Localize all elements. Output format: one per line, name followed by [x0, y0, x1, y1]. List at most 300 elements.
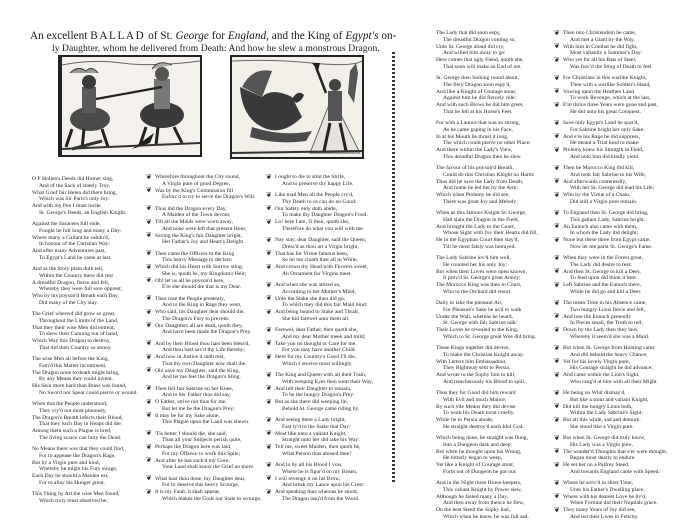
verse-line: For to appease the Dragon's Rage, — [39, 452, 116, 459]
verse-line: The which could pierce no other Place: — [443, 140, 531, 147]
verse-line: Her Father's Joy and Heart's Delight. — [162, 239, 245, 246]
verse-line: St. George with fair Sabrine talk: — [443, 320, 518, 327]
verse-line: But as she there did weeping lie, — [275, 399, 348, 405]
verse-line: Which truly must observed be; — [39, 497, 108, 504]
verse-line: What hast thou done, my Daughter dear, — [155, 475, 246, 482]
verse-line: And afterwards contentedly, — [563, 178, 627, 185]
ballad-column-3 — [275, 174, 373, 507]
fleuron-ornament-icon: ❦ — [146, 217, 152, 226]
verse-line: Which being done, he straight was flung, — [436, 435, 528, 441]
verse-line: And like a Knight of Courage stout, — [436, 88, 517, 95]
fleuron-ornament-icon: ❦ — [266, 474, 272, 482]
verse-line: Which was Sir Paris's only Joy: — [39, 196, 110, 203]
verse-line: According to her Mother's Mind, — [282, 288, 356, 295]
verse-line: This valiant Knight by Power slew, — [443, 486, 522, 493]
fleuron-ornament-icon: ❦ — [146, 411, 152, 419]
verse-line: For Pleasure's Sake he us'd to walk — [443, 306, 522, 313]
verse-line: Could do this Christian Knight no Harm: — [443, 171, 535, 178]
stanza — [563, 75, 667, 116]
fleuron-ornament-icon: ❦ — [266, 262, 272, 271]
verse-line: The Grief whereof did grow so great, — [32, 311, 116, 317]
verse-line: He bitterly began to weep, — [443, 455, 503, 462]
fleuron-ornament-icon: ❦ — [146, 276, 152, 284]
stanza — [32, 311, 138, 352]
verse-line: Yet for his lovely Virgin pure, — [563, 358, 630, 365]
verse-line: It may be for my Sake alone, — [155, 412, 220, 419]
verse-line: Farewel, dear Father, then quoth she, — [275, 327, 358, 333]
verse-line: Thus they for Good did him reward — [436, 390, 516, 396]
fleuron-ornament-icon: ❦ — [146, 231, 152, 239]
fleuron-ornament-icon: ❦ — [146, 294, 152, 302]
verse-line: Which to St. George great Woe did bring. — [443, 333, 537, 340]
fleuron-ornament-icon: ❦ — [554, 357, 560, 365]
verse-line: Fought he full long and many a Day: — [39, 227, 122, 234]
verse-line: Throughout the Limits of the Land, — [39, 317, 119, 324]
fleuron-ornament-icon: ❦ — [266, 339, 272, 347]
verse-line: And took fair Sabrine to his Wife, — [570, 171, 646, 178]
fleuron-ornament-icon: ❦ — [554, 132, 560, 140]
verse-line: When as this famous Knight St. George, — [436, 210, 527, 216]
stanza — [32, 266, 138, 307]
verse-line: The Dragon none to death might bring, — [32, 369, 120, 376]
verse-line: Their Loves he revealed to the King, — [436, 327, 519, 333]
verse-line: He meant a Trial kind to make: — [570, 140, 640, 147]
stanza — [563, 30, 667, 71]
fleuron-ornament-icon: ❦ — [266, 397, 272, 406]
verse-line: And being bound to Stake and Thrall, — [275, 309, 360, 315]
verse-line: Your Land shall know the Grief no more. — [162, 464, 255, 471]
ballad-title — [30, 30, 400, 55]
verse-line: The Lady did desire to rest; — [570, 261, 632, 268]
verse-line: The Dragon's Fury to prevent. — [162, 315, 230, 322]
verse-line: And towards England came with Speed; — [570, 468, 660, 475]
verse-line: And tore the Eunuch presently — [563, 313, 632, 320]
verse-line: And met a Giant by the Way, — [570, 36, 635, 43]
stanza — [436, 120, 538, 161]
fleuron-ornament-icon: ❦ — [554, 235, 560, 244]
verse-line: Ptolemy knew his Strength in Field, — [563, 147, 644, 153]
verse-line: Thus did he save the Lady from Death, — [436, 178, 524, 185]
verse-line: Then with a warlike Soldier's Hand, — [570, 81, 651, 88]
verse-line: Into a Dungeon dark and deep: — [443, 441, 513, 448]
verse-line: But all this while, sad and demure, — [563, 417, 641, 423]
fleuron-ornament-icon: ❦ — [266, 352, 272, 361]
verse-line: By any Means they could invent. — [39, 376, 113, 383]
fleuron-ornament-icon: ❦ — [266, 487, 272, 496]
verse-line: Which makes the Gods our State to scourge, — [162, 495, 262, 502]
stanza — [436, 165, 538, 206]
fleuron-ornament-icon: ❦ — [554, 145, 560, 154]
fleuron-ornament-icon: ❦ — [554, 325, 560, 334]
verse-line: Which Way this Dragon to destroy, — [32, 338, 111, 344]
verse-line: Yet like a Knight of Courage stout, — [436, 462, 515, 468]
verse-line: But when St. George did truly know, — [563, 435, 646, 441]
verse-line: They cry'd out most piteously, — [39, 407, 107, 414]
verse-line: Did kill the hungry Lions both, — [563, 403, 633, 410]
verse-line: And e're his Rage he did suppress, — [563, 133, 640, 140]
fleuron-ornament-icon: ❦ — [146, 352, 152, 361]
fleuron-ornament-icon: ❦ — [554, 163, 560, 172]
verse-line: Tell me, sweet Maiden, then quoth he, — [275, 444, 361, 450]
fleuron-ornament-icon: ❦ — [554, 28, 560, 37]
verse-line: But when St. George from Hunting came — [563, 345, 656, 351]
verse-line: Most like unto a valiant Knight, — [275, 430, 347, 437]
verse-line: Although he fasted many a Day, — [436, 493, 509, 500]
verse-line: Which I receive most willingly. — [282, 360, 353, 367]
verse-line: And let me feel the Dragon's Sting. — [162, 374, 241, 381]
verse-line: Within the Lady Sabrine's Sight: — [570, 410, 643, 417]
stanza — [436, 210, 538, 251]
fleuron-ornament-icon: ❦ — [554, 55, 560, 64]
verse-line: Who to the Orchard did resort. — [443, 288, 512, 295]
verse-line: For Sabrine bright her only Sake: — [570, 126, 645, 133]
verse-line: And lo by all his Blood I vow, — [275, 462, 343, 468]
fleuron-ornament-icon: ❦ — [146, 204, 152, 212]
verse-line: E're thrice three Years were gone and past, — [563, 102, 658, 108]
verse-line: And did behold the heavy Chance, — [570, 351, 648, 358]
verse-line: It is my Fault, it shall appear, — [155, 489, 221, 495]
fleuron-ornament-icon: ❦ — [146, 366, 152, 374]
verse-line: That soon will make an End of me. — [443, 63, 522, 70]
verse-line: The fiery Dragon soon espy'd, — [443, 81, 511, 88]
verse-line: A dreadful Dragon, fierce and fell, — [32, 279, 110, 286]
verse-line: He set her on a Palfrey Steed, — [563, 462, 630, 468]
verse-line: Then fell fair Sabrine on her Knee, — [155, 385, 234, 392]
verse-line: And as the Story plain doth tell, — [32, 266, 104, 272]
verse-line: He counted her his only Joy; — [443, 261, 508, 268]
stanza — [155, 174, 261, 201]
verse-line: The Lady Sabrine lov'd him well, — [436, 255, 511, 261]
verse-line: And break my Lance upon his Crest: — [282, 482, 365, 489]
title-line-2: ly Daughter, whom he delivered from Death: And how he slew a monstrous Dragon. — [52, 43, 380, 54]
fleuron-ornament-icon: ❦ — [554, 267, 560, 275]
verse-line: Where with his dearest Love he liv'd, — [563, 493, 647, 500]
verse-line: Whereby it seem'd she was a Maid. — [570, 333, 650, 340]
verse-line: They many Years of Joy did see, — [563, 507, 636, 513]
verse-line: And there within the Lady's View, — [436, 147, 513, 153]
verse-line: Each Day he should a Maiden eat, — [32, 473, 109, 479]
stanza — [275, 174, 373, 188]
decorative-chain-border — [392, 52, 395, 482]
verse-line: To be the hungry Dragon's Prey: — [282, 392, 355, 399]
verse-line: And willed him away to go: — [443, 50, 506, 57]
fleuron-ornament-icon: ❦ — [554, 73, 560, 82]
verse-line: Unto his Father's Dwelling place, — [570, 486, 645, 493]
ballad-column-2 — [155, 174, 261, 507]
fleuron-ornament-icon: ❦ — [146, 384, 152, 392]
jousting-knights-woodcut-part — [60, 55, 202, 157]
verse-line: What Grief fair Helen did them bring, — [32, 189, 117, 196]
verse-line: Wherefore throughout the City round, — [155, 174, 240, 180]
verse-line: Within the Country there did rest — [39, 272, 113, 279]
stanza — [155, 206, 261, 247]
fleuron-ornament-icon: ❦ — [266, 204, 272, 212]
verse-line: Than all your Subjects perish quite, — [162, 437, 242, 444]
verse-line: When this the People understood, — [32, 401, 108, 407]
stanza — [563, 210, 667, 251]
verse-line: And to her Father thus did say, — [162, 392, 231, 399]
verse-line: And crown thy Head with Flowers sweet, — [275, 264, 369, 270]
verse-line: Had slain the Dragon in the Field, — [443, 216, 519, 223]
fleuron-ornament-icon: ❦ — [554, 118, 560, 127]
verse-line: The wise Men all before the King, — [32, 356, 109, 362]
verse-line: Two hungry Lions fierce and fell, — [570, 306, 646, 313]
verse-line: On the best Steed the Sophy had, — [436, 507, 511, 513]
fleuron-ornament-icon: ❦ — [266, 235, 272, 244]
verse-line: Lo! here I am, O then, quoth she, — [275, 219, 350, 225]
verse-line: The Morocco King was then in Court, — [436, 282, 522, 288]
fleuron-ornament-icon: ❦ — [146, 172, 152, 181]
verse-line: Fast ty'd to the Stake that Day: — [282, 423, 351, 430]
verse-line: By such vile Means they did devise — [436, 403, 516, 410]
stanza — [563, 255, 667, 296]
verse-line: Whereby they were full sore opprest; — [39, 286, 123, 293]
stanza — [155, 386, 261, 427]
verse-line: This Thing by Art the wise Men found, — [32, 491, 120, 497]
verse-line: For to allay his Hunger great. — [39, 479, 105, 486]
verse-line: No Sword nor Spear could pierce or wound. — [39, 389, 138, 396]
verse-line: Forth out of Dungeon he got out. — [443, 468, 517, 475]
verse-line: Then he Morocco King did kill, — [563, 165, 635, 171]
verse-line: But by a Virgin pure and kind, — [32, 459, 100, 466]
verse-line: In whom the Lady did delight; — [570, 230, 639, 237]
verse-line: She is, quoth he, my Kingdom's Heir; — [162, 270, 247, 277]
verse-line: His Skin more hard than Brass was found, — [32, 383, 127, 389]
verse-line: O F Hollen's Deeds did Homer sing, — [32, 176, 114, 182]
stanza — [32, 491, 138, 505]
verse-line: To which they did this fair Maid bind: — [282, 302, 368, 309]
verse-line: And brought the Lady to the Court, — [436, 223, 516, 230]
verse-line: Then came the Officers to the King — [155, 250, 235, 257]
verse-line: The Dragon issu'd from the Wood. — [282, 495, 360, 502]
verse-line: With Letters him Embassadour, — [436, 358, 507, 365]
verse-line: A Virgin pure of good Degree, — [162, 180, 231, 187]
verse-line: As he came gaping in his Face, — [443, 126, 513, 133]
fleuron-ornament-icon: ❦ — [554, 460, 560, 469]
ballad-column-4 — [436, 30, 538, 525]
stanza — [436, 300, 538, 341]
verse-line: In Pieces small, the Truth to tell; — [570, 320, 643, 327]
verse-line: She stood like a Virgin pure. — [570, 423, 634, 430]
stanza — [436, 480, 538, 521]
verse-line: Who said, his Daughter dear should die, — [155, 309, 245, 315]
stanza — [563, 390, 667, 431]
verse-line: And in the Night three Horse-keepers, — [436, 480, 522, 486]
verse-line: To England then St. George did bring, — [563, 210, 649, 216]
verse-line: The wonder'd Thoughts that e'er were thought, — [563, 448, 668, 455]
verse-line: None but these three from Egypt came, — [563, 237, 651, 243]
fleuron-ornament-icon: ❦ — [554, 280, 560, 289]
stanza — [436, 390, 538, 431]
verse-line: He straight destroy'd each Idol God. — [443, 423, 524, 430]
verse-line: Whose Sight with Joy their Hearts did fill, — [443, 230, 538, 237]
verse-line: And when she was attired so, — [275, 282, 341, 288]
fleuron-ornament-icon: ❦ — [146, 397, 152, 406]
verse-line: In honour of the Christian Way: — [39, 241, 111, 248]
verse-line: The favour of his poyson'd Breath, — [436, 165, 514, 171]
verse-line: Here for my Country's Good I'll die, — [275, 354, 357, 360]
verse-line: And by their Blood thou hast been bless'd, — [155, 340, 250, 347]
fleuron-ornament-icon: ❦ — [266, 325, 272, 334]
verse-line: And led their Lives in Felicity. — [570, 513, 639, 520]
verse-line: Which did his Heart with Sorrow sting, — [155, 264, 244, 270]
fleuron-ornament-icon: ❦ — [146, 321, 152, 329]
ballad-column-1 — [32, 176, 138, 509]
fleuron-ornament-icon: ❦ — [266, 217, 272, 226]
fleuron-ornament-icon: ❦ — [266, 307, 272, 316]
verse-line: But when he thought upon his Wrong, — [436, 448, 522, 455]
verse-line: I ought to die to stint the Strife, — [275, 174, 346, 180]
stanza — [563, 120, 667, 161]
verse-line: Perhaps the Dragon here was laid, — [155, 444, 232, 450]
verse-line: Where he arriv'd in short Time, — [563, 480, 633, 486]
fleuron-ornament-icon: ❦ — [554, 343, 560, 352]
st-george-slaying-dragon-woodcut — [230, 55, 364, 159]
verse-line: And speaking thus whereas he stood, — [275, 489, 358, 495]
verse-line: And home he led her by the Arm: — [443, 185, 519, 192]
verse-line: While he did go and kill a Deer. — [570, 288, 642, 295]
verse-line: Where he is figur'd on my Breast, — [282, 468, 358, 475]
verse-line: That did their Country so annoy. — [39, 344, 112, 351]
verse-line: With her St. George did lead his Life; — [570, 185, 655, 192]
verse-line: Oh! save my Daughter, said the King, — [155, 367, 240, 374]
verse-line: But when their Loves were open known, — [436, 268, 527, 275]
verse-line: His Courage straight he did advance; — [570, 365, 653, 372]
stanza — [275, 327, 373, 368]
verse-line: Here comes that ugly Fiend, quoth she, — [436, 57, 524, 63]
verse-line: Take you no thought or Care for me, — [275, 340, 357, 347]
verse-line: It prov'd St. George's great Annoy; — [443, 275, 521, 282]
fleuron-ornament-icon: ❦ — [266, 172, 272, 181]
verse-line: I will revenge it on his Brow, — [275, 475, 341, 482]
verse-line: Therefore do what you will with me. — [282, 225, 365, 232]
fleuron-ornament-icon: ❦ — [146, 262, 152, 271]
stanza — [563, 435, 667, 476]
verse-line: Thus did the Dragon every Day, — [155, 205, 227, 212]
verse-line: Now let me paint St. George's Fame. — [570, 243, 653, 250]
verse-line: Our Safety only doth abide, — [275, 205, 337, 212]
fleuron-ornament-icon: ❦ — [266, 280, 272, 289]
stanza — [275, 372, 373, 413]
verse-line: And to preserve thy happy Life. — [282, 180, 354, 187]
fleuron-ornament-icon: ❦ — [266, 370, 272, 379]
verse-line: This gallant Lady, Sabrine bright, — [570, 216, 646, 223]
stanza — [563, 165, 667, 206]
dragon-illustration-icon — [232, 57, 362, 157]
fleuron-ornament-icon: ❦ — [554, 433, 560, 442]
verse-line: 'Tis better I should die, she said, — [155, 430, 227, 437]
stanza — [275, 282, 373, 323]
verse-line: And after many Adventures past, — [32, 248, 106, 254]
verse-line: When they were in the Forest great, — [563, 255, 643, 261]
verse-line: With weeping Eyes then went their Way, — [282, 378, 373, 385]
verse-line: His Lady was a Virgin pure, — [570, 441, 633, 448]
fleuron-ornament-icon: ❦ — [554, 190, 560, 199]
verse-line: Like mad Men all the People cry'd, — [275, 192, 354, 198]
title-line-1: An excellent BALLAD of St. George for England, and the King of Egypt's on- — [30, 30, 397, 42]
verse-line: That he fell at his Horse's Feet. — [443, 108, 513, 115]
verse-line: Then rose the People presently, — [155, 295, 226, 302]
verse-line: And wrote to the Sophy him to kill, — [436, 372, 516, 378]
verse-line: And have been made the Dragon's Prey. — [162, 329, 252, 336]
verse-line: And unto him did kindly yield. — [570, 153, 640, 160]
verse-line: To make the Christian Knight away: — [443, 351, 525, 358]
verse-line: Which when he knew, he was full sad. — [443, 513, 529, 520]
verse-line: This dreadful Dragon then he slew. — [443, 153, 522, 160]
stanza — [32, 401, 138, 442]
verse-line: Against him he did fiercely ride; — [443, 95, 516, 102]
verse-line: And my dear Mother meek and mild; — [282, 333, 366, 340]
verse-line: That they their wise Men did entreat, — [32, 324, 115, 331]
stanza — [275, 192, 373, 233]
verse-line: What Person thus abused thee? — [282, 450, 352, 457]
stanza — [436, 75, 538, 116]
stanza — [436, 30, 538, 71]
verse-line: Among them such a Plague is bred, — [32, 428, 112, 434]
verse-line: So let me cloath thee all in White, — [282, 257, 359, 264]
fleuron-ornament-icon: ❦ — [146, 249, 152, 257]
fleuron-ornament-icon: ❦ — [554, 100, 560, 109]
fleuron-ornament-icon: ❦ — [146, 442, 152, 451]
verse-line: Under the Wall, whereas he heard, — [436, 313, 513, 320]
verse-line: And with such Blows he did him greet, — [436, 102, 524, 108]
verse-line: Who by his poyson'd Breath each Day, — [32, 293, 119, 299]
verse-line: He did unto his great Conquest. — [570, 108, 641, 115]
verse-line: Was by the King's Commission fill — [155, 187, 234, 194]
stanza — [32, 176, 138, 217]
verse-line: That thy own Daughter now shall die. — [162, 360, 247, 367]
verse-line: To feed upon did think it best. — [570, 275, 638, 282]
verse-line: Then into Christendom he came, — [563, 30, 637, 36]
verse-line: Who rang'd at him with all their Might. — [570, 378, 659, 385]
verse-line: Whereby he might his Fury swage, — [39, 466, 118, 473]
fleuron-ornament-icon: ❦ — [146, 186, 152, 194]
verse-line: To Egypt's Land he came at last. — [39, 254, 112, 261]
verse-line: While he to Persia abode, — [436, 417, 494, 423]
fleuron-ornament-icon: ❦ — [266, 249, 272, 257]
verse-line: Our Daughters all are dead, quoth they, — [155, 322, 243, 329]
verse-line: For to deserve this heavy Scourge, — [162, 482, 240, 489]
verse-line: Till all the Maids were worn away, — [155, 219, 233, 225]
fleuron-ornament-icon: ❦ — [554, 312, 560, 320]
stanza — [155, 341, 261, 382]
fleuron-ornament-icon: ❦ — [554, 478, 560, 487]
verse-line: And came within the Lion's Sight, — [563, 372, 640, 378]
fleuron-ornament-icon: ❦ — [146, 307, 152, 316]
verse-line: Save only Egypt's Land he spar'd, — [563, 120, 639, 126]
fleuron-ornament-icon: ❦ — [554, 42, 560, 50]
verse-line: Thy Death to us can do no Good: — [282, 198, 357, 205]
verse-line: She bid farewel unto them all. — [282, 315, 350, 322]
verse-line: The mean Time in his Absence came, — [563, 300, 647, 306]
verse-line: The living scarce can bury the Dead. — [39, 434, 122, 441]
fleuron-ornament-icon: ❦ — [266, 442, 272, 451]
stanza — [563, 300, 667, 341]
verse-line: And then St. George to kill a Deer, — [563, 268, 641, 275]
verse-line: Did many of the City slay. — [39, 299, 98, 306]
fleuron-ornament-icon: ❦ — [266, 294, 272, 302]
verse-line: And with my Pen I must recite — [32, 203, 101, 209]
verse-line: When Fortune did their Nuptials grace. — [570, 500, 658, 507]
verse-line: Daily to take the pleasant Air, — [436, 300, 503, 306]
verse-line: These Kings together did devise, — [436, 345, 510, 351]
stanza — [275, 237, 373, 278]
verse-line: And of the Sack of stately Troy, — [39, 182, 111, 189]
verse-line: The Lady that did soon espy, — [436, 30, 501, 36]
verse-line: Unto St. George aloud did cry, — [436, 43, 505, 50]
verse-line: And then away from thence he flew, — [443, 500, 525, 507]
verse-line: He in the Egyptian Court then stay'd, — [436, 237, 519, 243]
